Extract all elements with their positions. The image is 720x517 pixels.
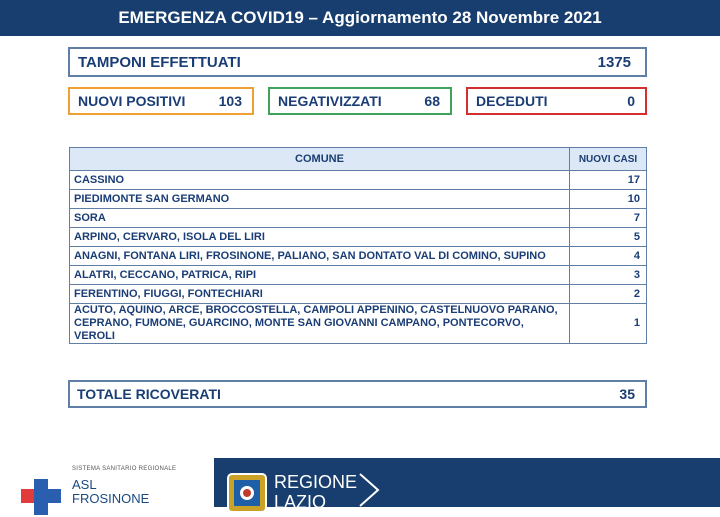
- tamponi-value: 1375: [597, 53, 631, 71]
- asl-line1: ASL: [72, 477, 97, 492]
- regione-name: [274, 472, 357, 512]
- table-header-row: [70, 148, 647, 171]
- positivi-value: 103: [218, 93, 242, 109]
- tamponi-label: TAMPONI EFFETTUATI: [78, 53, 241, 71]
- table-row: [70, 266, 647, 285]
- comune-cell: ARPINO, CERVARO, ISOLA DEL LIRI: [70, 228, 570, 247]
- ricoverati-value: 35: [619, 386, 635, 402]
- comune-cell: PIEDIMONTE SAN GERMANO: [70, 190, 570, 209]
- ssr-label: SISTEMA SANITARIO REGIONALE: [72, 466, 177, 472]
- table-row: [70, 190, 647, 209]
- regione-line1: REGIONE: [274, 472, 358, 492]
- nuovi-casi-header: NUOVI CASI: [570, 148, 647, 171]
- report-title: EMERGENZA COVID19 – Aggiornamento 28 Novembre 2021: [118, 8, 602, 27]
- casi-cell: 5: [570, 228, 647, 247]
- table-row: [70, 228, 647, 247]
- cases-table: [69, 147, 647, 344]
- deceduti-box: [466, 87, 647, 115]
- report-title-bar: [0, 0, 720, 36]
- ricoverati-label: TOTALE RICOVERATI: [77, 386, 221, 402]
- asl-cross-logo: [21, 477, 61, 517]
- negativizzati-value: 68: [424, 93, 440, 109]
- chevron-right-icon: [356, 470, 386, 510]
- positivi-label: NUOVI POSITIVI: [78, 93, 186, 109]
- casi-cell: 7: [570, 209, 647, 228]
- casi-cell: 17: [570, 171, 647, 190]
- table-row: [70, 247, 647, 266]
- table-row: [70, 285, 647, 304]
- regione-emblem-icon: [226, 472, 268, 514]
- casi-cell: 2: [570, 285, 647, 304]
- comune-header: COMUNE: [70, 148, 570, 171]
- comune-cell: CASSINO: [70, 171, 570, 190]
- deceduti-value: 0: [627, 93, 635, 109]
- casi-cell: 10: [570, 190, 647, 209]
- comune-cell: FERENTINO, FIUGGI, FONTECHIARI: [70, 285, 570, 304]
- table-row: [70, 209, 647, 228]
- asl-name: [72, 478, 149, 506]
- totale-ricoverati-box: [68, 380, 647, 408]
- comune-cell: ANAGNI, FONTANA LIRI, FROSINONE, PALIANO, SAN DONTATO VAL DI COMINO, SUPINO: [70, 247, 570, 266]
- comune-cell: ALATRI, CECCANO, PATRICA, RIPI: [70, 266, 570, 285]
- table-row: [70, 304, 647, 344]
- negativizzati-box: [268, 87, 452, 115]
- negativizzati-label: NEGATIVIZZATI: [278, 93, 382, 109]
- regione-line2: LAZIO: [274, 492, 327, 512]
- tamponi-box: [68, 47, 647, 77]
- casi-cell: 3: [570, 266, 647, 285]
- asl-line2: FROSINONE: [72, 491, 150, 506]
- comune-cell: SORA: [70, 209, 570, 228]
- deceduti-label: DECEDUTI: [476, 93, 548, 109]
- casi-cell: 4: [570, 247, 647, 266]
- casi-cell: 1: [570, 304, 647, 344]
- table-row: [70, 171, 647, 190]
- nuovi-positivi-box: [68, 87, 254, 115]
- comune-cell: ACUTO, AQUINO, ARCE, BROCCOSTELLA, CAMPOLI APPENINO, CASTELNUOVO PARANO, CEPRANO, FUMONE, GUARCINO, MONTE SAN GIOVANNI CAMPANO, PONTECORVO, VEROLI: [70, 304, 570, 344]
